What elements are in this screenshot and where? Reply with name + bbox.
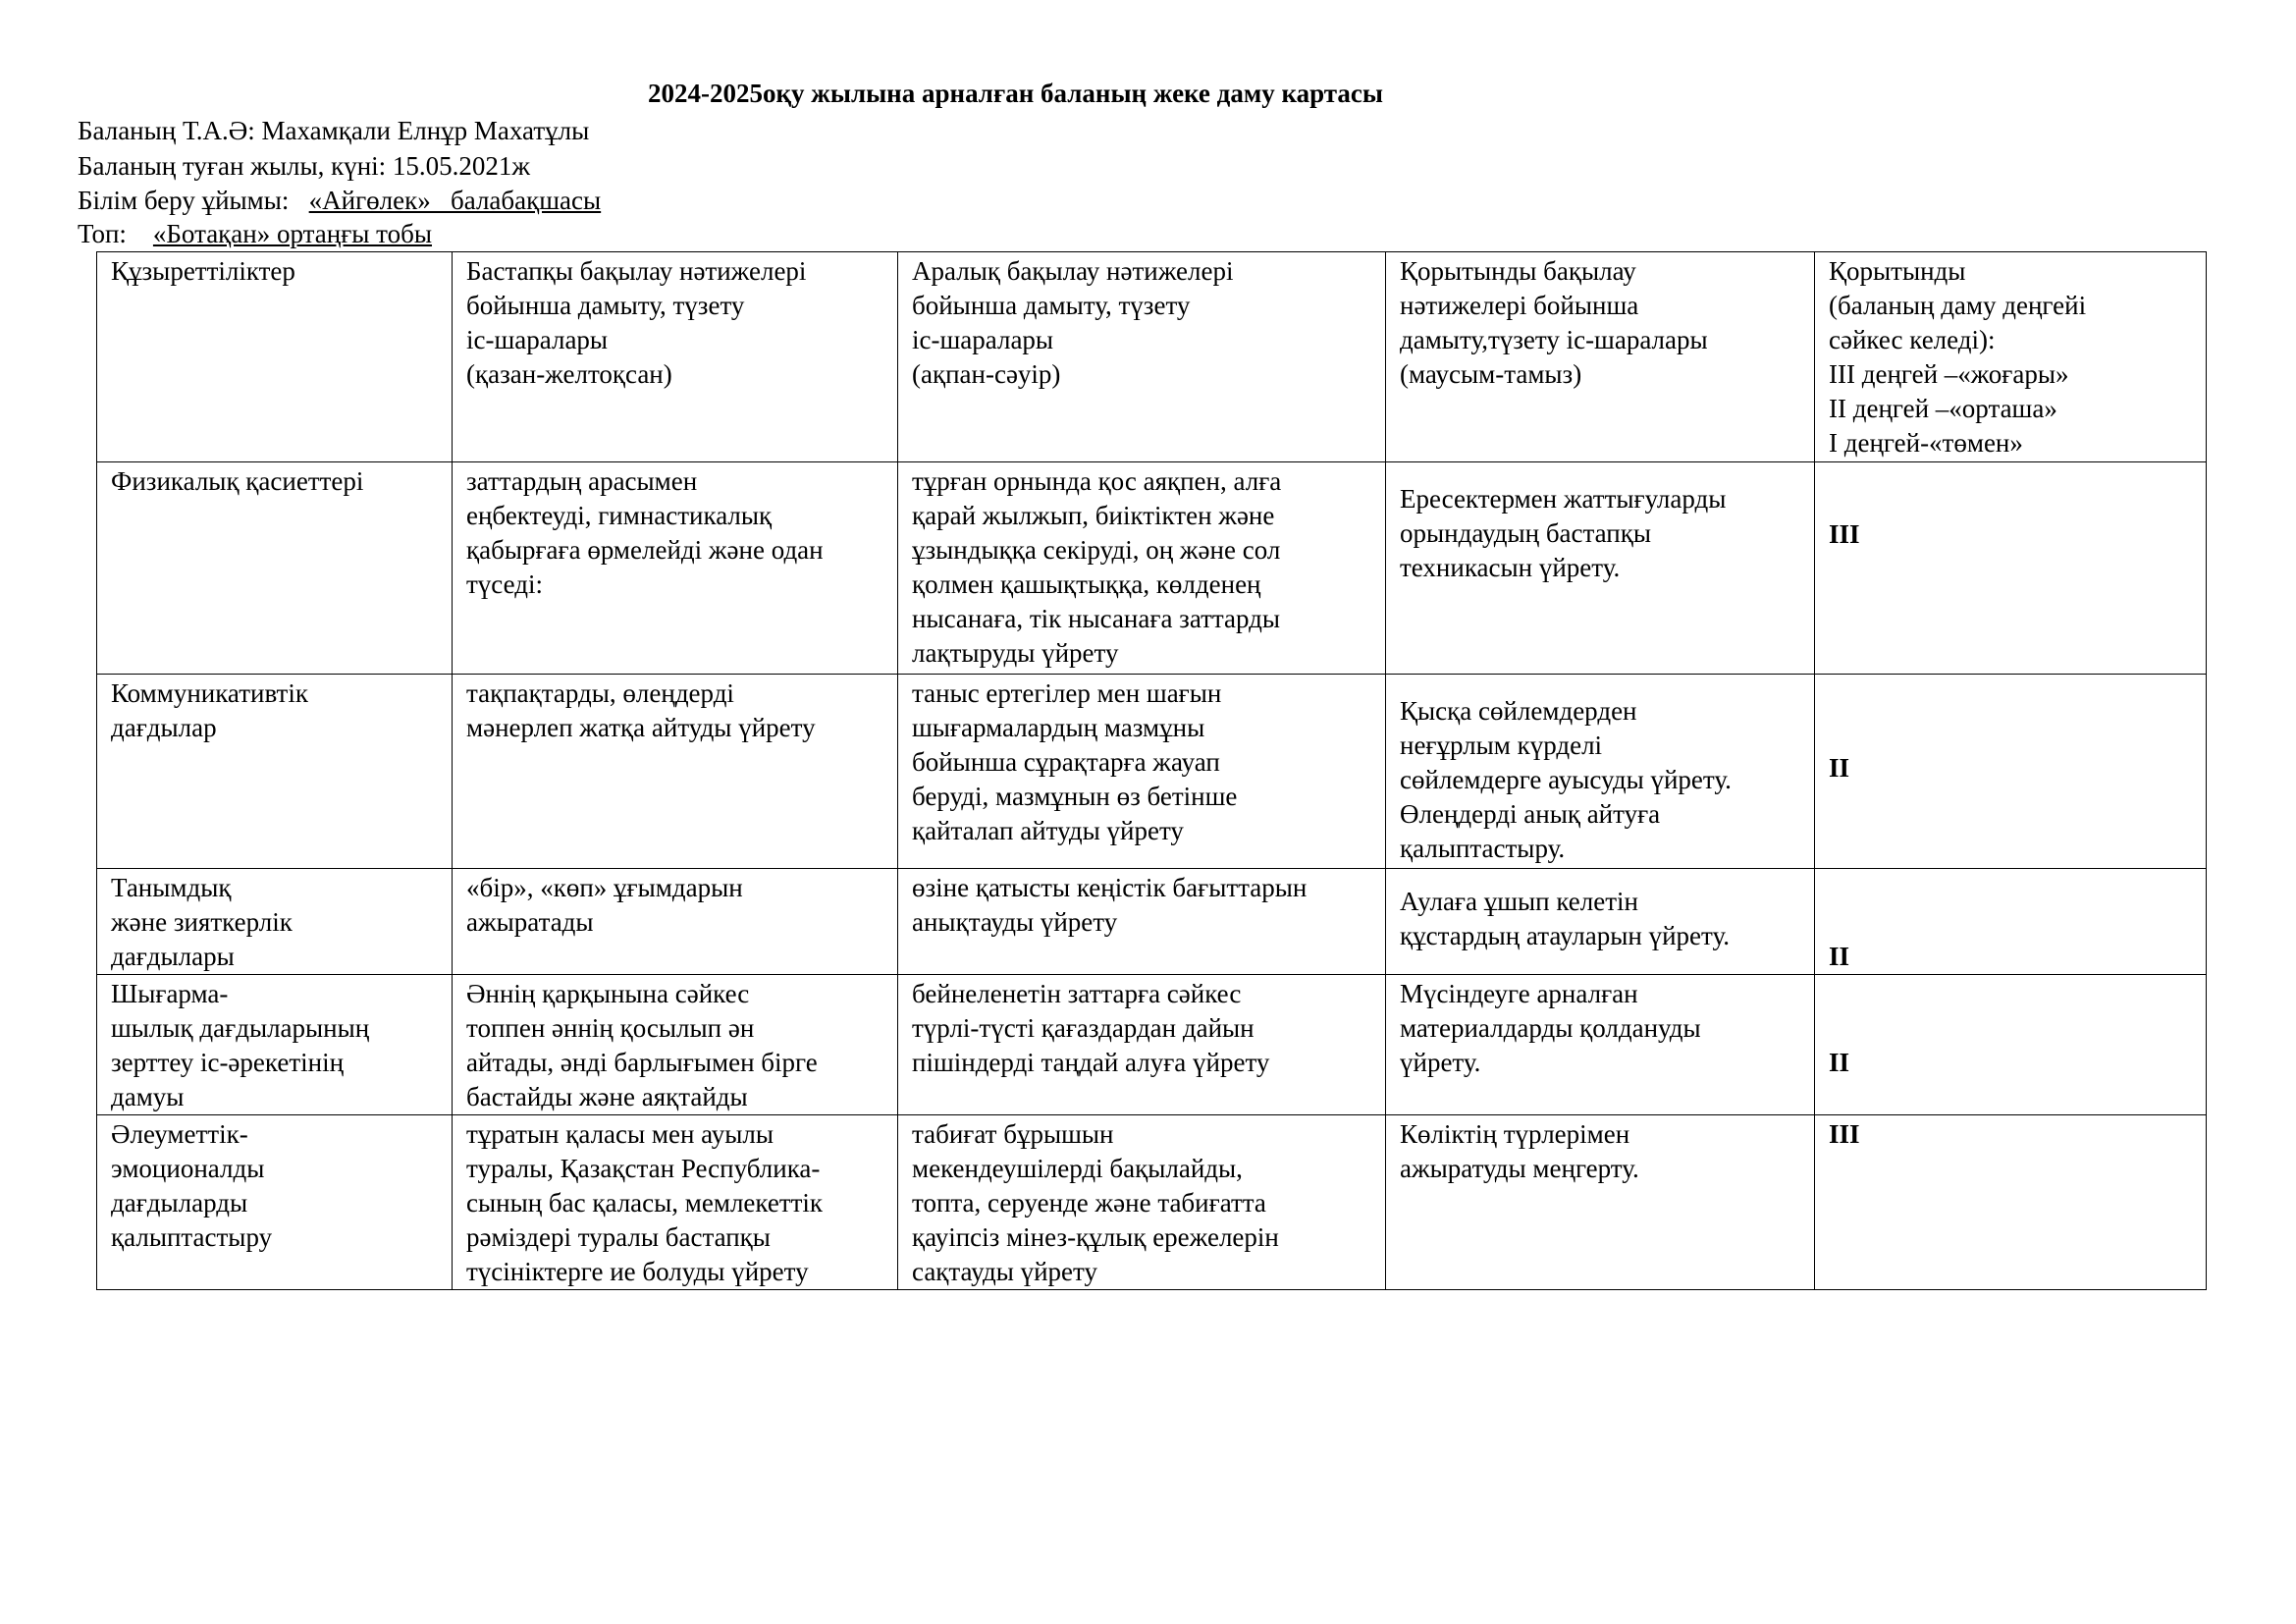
level-cell [1815, 1115, 2207, 1290]
final-cell [1386, 462, 1815, 675]
initial-cell: тұратын қаласы мен ауылы туралы, Қазақстан Республика- сының бас қаласы, мемлекеттік рәміздері туралы бастапқы түсініктерге ие болуды үйрету [453, 1115, 898, 1290]
table-header-row [97, 252, 2207, 462]
child-name-line [78, 114, 589, 147]
level-value: III [1829, 519, 1860, 549]
initial-cell: «бір», «көп» ұғымдарын ажыратады [453, 869, 898, 975]
competency-cell: Танымдық және зияткерлік дағдылары [97, 869, 453, 975]
table-row [97, 1115, 2207, 1290]
birth-date-line [78, 149, 530, 183]
interim-cell: бейнеленетін заттарға сәйкес түрлі-түсті қағаздардан дайын пішіндерді таңдай алуға үйрету [898, 975, 1386, 1115]
initial-cell: заттардың арасымен еңбектеуді, гимнастикалық қабырғаға өрмелейді және одан түседі: [453, 462, 898, 675]
level-value: III [1829, 1119, 1860, 1149]
group-line [78, 217, 432, 250]
document-title: 2024-2025оқу жылына арналған баланың жеке даму картасы [648, 79, 1383, 108]
competency-cell: Физикалық қасиеттері [97, 462, 453, 675]
initial-cell: Әннің қарқынына сәйкес топпен әннің қосылып ән айтады, әнді барлығымен бірге бастайды және аяқтайды [453, 975, 898, 1115]
table-row [97, 675, 2207, 869]
table-row [97, 462, 2207, 675]
level-cell [1815, 975, 2207, 1115]
competency-cell: Әлеуметтік- эмоционалды дағдыларды қалыптастыру [97, 1115, 453, 1290]
header-interim-observation: Аралық бақылау нәтижелері бойынша дамыту, түзету іс-шаралары (ақпан-сәуір) [898, 252, 1386, 462]
development-table [96, 251, 2207, 1290]
group-label: Топ: [78, 219, 153, 248]
header-competencies: Құзыреттіліктер [97, 252, 453, 462]
level-cell [1815, 675, 2207, 869]
level-value: II [1829, 1048, 1850, 1077]
table-row [97, 869, 2207, 975]
final-text: Ересектермен жаттығуларды орындаудың бастапқы техникасын үйрету. [1400, 484, 1727, 582]
organization-line [78, 184, 601, 217]
interim-cell: таныс ертегілер мен шағын шығармалардың мазмұны бойынша сұрақтарға жауап беруді, мазмұнын өз бетінше қайталап айтуды үйрету [898, 675, 1386, 869]
birth-date-value: 15.05.2021ж [392, 151, 531, 181]
birth-date-label: Баланың туған жылы, күні: [78, 151, 393, 181]
interim-cell: табиғат бұрышын мекендеушілерді бақылайды, топта, серуенде және табиғатта қауіпсіз мінез-құлық ережелерін сақтауды үйрету [898, 1115, 1386, 1290]
organization-label: Білім беру ұйымы: [78, 186, 309, 215]
level-cell [1815, 462, 2207, 675]
competency-cell: Шығарма- шылық дағдыларының зерттеу іс-әрекетінің дамуы [97, 975, 453, 1115]
header-final-observation: Қорытынды бақылау нәтижелері бойынша дамыту,түзету іс-шаралары (маусым-тамыз) [1386, 252, 1815, 462]
header-initial-observation: Бастапқы бақылау нәтижелері бойынша дамыту, түзету іс-шаралары (қазан-желтоқсан) [453, 252, 898, 462]
child-name-value: Махамқали Елнұр Махатұлы [261, 116, 590, 145]
final-text: Аулаға ұшып келетін құстардың атауларын үйрету. [1400, 887, 1730, 950]
group-value: «Ботақан» ортаңғы тобы [152, 219, 432, 248]
level-value: II [1829, 942, 1850, 971]
final-text: Қысқа сөйлемдерден неғұрлым күрделі сөйлемдерге ауысуды үйрету. Өлеңдерді анық айтуға қалыптастыру. [1400, 696, 1732, 863]
child-name-label: Баланың Т.А.Ә: [78, 116, 262, 145]
level-value: II [1829, 753, 1850, 783]
interim-cell: тұрған орнында қос аяқпен, алға қарай жылжып, биіктіктен және ұзындыққа секіруді, оң және сол қолмен қашықтыққа, көлденең нысанаға, тік нысанаға заттарды лақтыруды үйрету [898, 462, 1386, 675]
organization-value: «Айгөлек» балабақшасы [308, 186, 602, 215]
final-cell: Мүсіндеуге арналған материалдарды қолдануды үйрету. [1386, 975, 1815, 1115]
final-cell [1386, 675, 1815, 869]
header-conclusion: Қорытынды (баланың даму деңгейі сәйкес келеді): III деңгей –«жоғары» II деңгей –«орташа» I деңгей-«төмен» [1815, 252, 2207, 462]
final-cell: Көліктің түрлерімен ажыратуды меңгерту. [1386, 1115, 1815, 1290]
interim-cell: өзіне қатысты кеңістік бағыттарын анықтауды үйрету [898, 869, 1386, 975]
level-cell [1815, 869, 2207, 975]
initial-cell: тақпақтарды, өлеңдерді мәнерлеп жатқа айтуды үйрету [453, 675, 898, 869]
final-cell [1386, 869, 1815, 975]
competency-cell: Коммуникативтік дағдылар [97, 675, 453, 869]
table-row [97, 975, 2207, 1115]
